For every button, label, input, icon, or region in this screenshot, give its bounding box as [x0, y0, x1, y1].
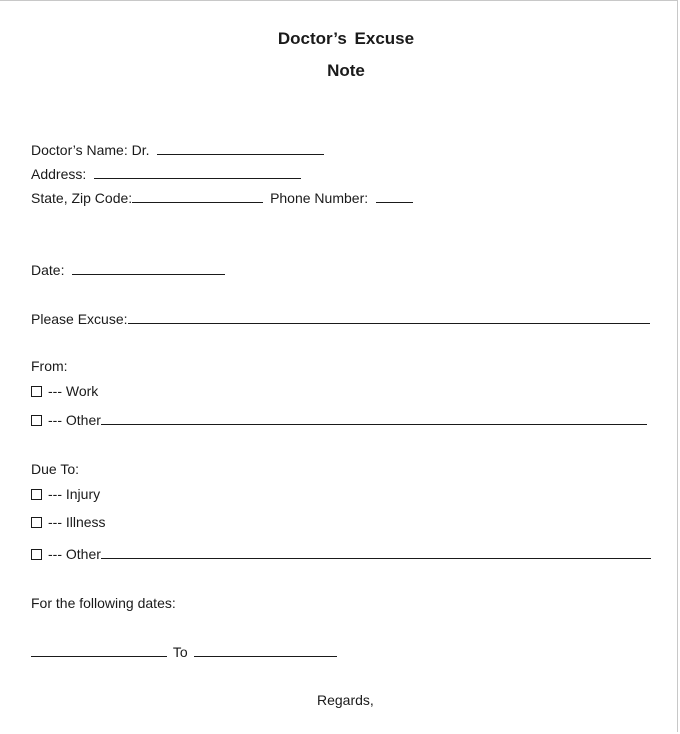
document-subtitle: Note	[327, 61, 365, 80]
due-option-injury[interactable]	[31, 485, 100, 503]
date-field[interactable]	[72, 260, 225, 275]
checkbox-label: --- Work	[48, 383, 99, 399]
state-zip-field[interactable]	[132, 188, 263, 203]
please-excuse-label: Please Excuse:	[31, 311, 128, 327]
start-date-field[interactable]	[31, 642, 167, 657]
please-excuse-row	[31, 309, 650, 328]
please-excuse-field[interactable]	[128, 309, 650, 324]
from-option-other[interactable]	[31, 410, 647, 429]
phone-field[interactable]	[376, 188, 413, 203]
due-other-field[interactable]	[101, 544, 651, 559]
document-title: Doctor’s Excuse	[277, 29, 415, 48]
checkbox[interactable]	[31, 517, 42, 528]
from-option-work[interactable]	[31, 382, 98, 400]
checkbox-label: --- Illness	[48, 514, 106, 530]
address-label: Address:	[31, 166, 87, 182]
checkbox-label: --- Other	[48, 412, 101, 428]
state-zip-label: State, Zip Code:	[31, 190, 133, 206]
doctor-name-label: Doctor’s Name: Dr.	[31, 142, 150, 158]
dates-row	[31, 642, 337, 661]
doctor-name-row	[31, 140, 324, 159]
due-option-illness[interactable]	[31, 513, 106, 531]
checkbox[interactable]	[31, 386, 42, 397]
checkbox[interactable]	[31, 489, 42, 500]
checkbox-label: --- Other	[48, 546, 101, 562]
due-option-other[interactable]	[31, 544, 651, 563]
due-to-heading: Due To:	[31, 461, 79, 477]
phone-label: Phone Number:	[270, 190, 369, 206]
date-label: Date:	[31, 262, 65, 278]
state-zip-row	[31, 188, 413, 207]
date-row	[31, 260, 225, 279]
address-field[interactable]	[94, 164, 301, 179]
checkbox-label: --- Injury	[48, 486, 101, 502]
checkbox[interactable]	[31, 415, 42, 426]
closing-text: Regards,	[317, 692, 374, 708]
address-row	[31, 164, 301, 183]
end-date-field[interactable]	[194, 642, 337, 657]
checkbox[interactable]	[31, 549, 42, 560]
from-other-field[interactable]	[101, 410, 647, 425]
to-label: To	[172, 644, 188, 660]
doctor-name-field[interactable]	[157, 140, 324, 155]
from-heading: From:	[31, 358, 68, 374]
dates-heading: For the following dates:	[31, 595, 176, 611]
